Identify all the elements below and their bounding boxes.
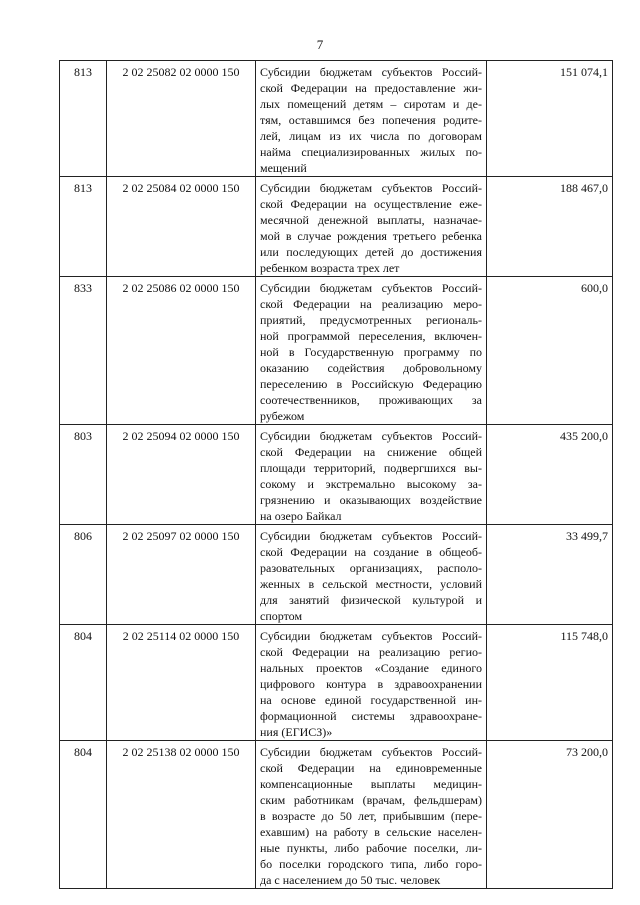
description-line: компенсационные выплаты медицин- bbox=[260, 777, 482, 791]
description-line: Субсидии бюджетам субъектов Россий- bbox=[260, 529, 482, 543]
description-line: лых помещений детям – сиротам и де- bbox=[260, 97, 482, 111]
table-row bbox=[60, 625, 613, 741]
amount-cell: 33 499,7 bbox=[487, 525, 613, 625]
description-line: оказанию содействия добровольному bbox=[260, 361, 482, 375]
budget-classification-code-cell: 2 02 25084 02 0000 150 bbox=[107, 177, 256, 277]
budget-classification-code-cell: 2 02 25114 02 0000 150 bbox=[107, 625, 256, 741]
amount-cell: 600,0 bbox=[487, 277, 613, 425]
table-body bbox=[60, 61, 613, 889]
description-line: формационной системы здравоохране- bbox=[260, 709, 482, 723]
table-row bbox=[60, 61, 613, 177]
description-line: ния (ЕГИСЗ)» bbox=[260, 725, 333, 739]
amount-cell: 188 467,0 bbox=[487, 177, 613, 277]
amount-cell: 73 200,0 bbox=[487, 741, 613, 889]
description-line: ные пункты, либо рабочие поселки, ли- bbox=[260, 841, 482, 855]
description-line: ехавшим) на работу в сельские населен- bbox=[260, 825, 482, 839]
description-line: ской Федерации на создание в общеоб- bbox=[260, 545, 482, 559]
admin-code-cell: 803 bbox=[60, 425, 107, 525]
revenue-description-cell bbox=[256, 741, 487, 889]
description-line: ской Федерации на предоставление жи- bbox=[260, 81, 482, 95]
admin-code-cell: 833 bbox=[60, 277, 107, 425]
description-line: соотечественников, проживающих за bbox=[260, 393, 482, 407]
description-line: найма специализированных жилых по- bbox=[260, 145, 482, 159]
revenue-description-cell bbox=[256, 177, 487, 277]
description-line: Субсидии бюджетам субъектов Россий- bbox=[260, 281, 482, 295]
revenue-description-cell bbox=[256, 277, 487, 425]
revenue-description-cell bbox=[256, 625, 487, 741]
description-line: мещений bbox=[260, 161, 307, 175]
description-line: ребенком возраста трех лет bbox=[260, 261, 400, 275]
amount-cell: 115 748,0 bbox=[487, 625, 613, 741]
description-line: цифрового контура в здравоохранении bbox=[260, 677, 482, 691]
admin-code-cell: 806 bbox=[60, 525, 107, 625]
description-line: ской Федерации на реализацию регио- bbox=[260, 645, 482, 659]
description-line: рубежом bbox=[260, 409, 305, 423]
description-line: ской Федерации на осуществление еже- bbox=[260, 197, 482, 211]
description-line: ской Федерации на реализацию меро- bbox=[260, 297, 482, 311]
admin-code-cell: 804 bbox=[60, 625, 107, 741]
amount-cell: 435 200,0 bbox=[487, 425, 613, 525]
description-line: лей, лицам из их числа по договорам bbox=[260, 129, 482, 143]
description-line: ской Федерации на единовременные bbox=[260, 761, 482, 775]
description-line: Субсидии бюджетам субъектов Россий- bbox=[260, 629, 482, 643]
description-line: да с населением до 50 тыс. человек bbox=[260, 873, 441, 887]
table-row bbox=[60, 425, 613, 525]
amount-cell: 151 074,1 bbox=[487, 61, 613, 177]
budget-classification-code-cell: 2 02 25082 02 0000 150 bbox=[107, 61, 256, 177]
description-line: или последующих детей до достижения bbox=[260, 245, 482, 259]
description-line: нальных проектов «Создание единого bbox=[260, 661, 482, 675]
description-line: ской Федерации на снижение общей bbox=[260, 445, 482, 459]
budget-classification-code-cell: 2 02 25086 02 0000 150 bbox=[107, 277, 256, 425]
description-line: бо поселки городского типа, либо горо- bbox=[260, 857, 482, 871]
description-line: ским работникам (врачам, фельдшерам) bbox=[260, 793, 482, 807]
description-line: спортом bbox=[260, 609, 303, 623]
description-line: мой в случае рождения третьего ребенка bbox=[260, 229, 482, 243]
description-line: Субсидии бюджетам субъектов Россий- bbox=[260, 181, 482, 195]
admin-code-cell: 813 bbox=[60, 177, 107, 277]
description-line: Субсидии бюджетам субъектов Россий- bbox=[260, 745, 482, 759]
admin-code-cell: 804 bbox=[60, 741, 107, 889]
description-line: грязнению и оказывающих воздействие bbox=[260, 493, 482, 507]
revenue-description-cell bbox=[256, 61, 487, 177]
table-row bbox=[60, 741, 613, 889]
budget-classification-code-cell: 2 02 25097 02 0000 150 bbox=[107, 525, 256, 625]
budget-classification-code-cell: 2 02 25094 02 0000 150 bbox=[107, 425, 256, 525]
description-line: приятий, предусмотренных региональ- bbox=[260, 313, 482, 327]
description-line: тям, оставшимся без попечения родите- bbox=[260, 113, 482, 127]
description-line: сокому и экстремально высокому за- bbox=[260, 477, 482, 491]
description-line: переселению в Российскую Федерацию bbox=[260, 377, 482, 391]
revenue-description-cell bbox=[256, 425, 487, 525]
description-line: женных в сельской местности, условий bbox=[260, 577, 482, 591]
description-line: ной программой переселения, включен- bbox=[260, 329, 482, 343]
description-line: Субсидии бюджетам субъектов Россий- bbox=[260, 429, 482, 443]
revenue-description-cell bbox=[256, 525, 487, 625]
budget-revenue-table bbox=[59, 60, 613, 889]
table-row bbox=[60, 277, 613, 425]
description-line: на основе единой государственной ин- bbox=[260, 693, 482, 707]
budget-classification-code-cell: 2 02 25138 02 0000 150 bbox=[107, 741, 256, 889]
description-line: площади территорий, подвергшихся вы- bbox=[260, 461, 482, 475]
description-line: в возрасте до 50 лет, прибывшим (пере- bbox=[260, 809, 482, 823]
admin-code-cell: 813 bbox=[60, 61, 107, 177]
page-number: 7 bbox=[316, 37, 324, 52]
table-row bbox=[60, 177, 613, 277]
description-line: месячной денежной выплаты, назначае- bbox=[260, 213, 482, 227]
description-line: разовательных организациях, располо- bbox=[260, 561, 482, 575]
description-line: Субсидии бюджетам субъектов Россий- bbox=[260, 65, 482, 79]
description-line: на озеро Байкал bbox=[260, 509, 342, 523]
table-row bbox=[60, 525, 613, 625]
description-line: ной в Государственную программу по bbox=[260, 345, 482, 359]
description-line: для занятий физической культурой и bbox=[260, 593, 482, 607]
